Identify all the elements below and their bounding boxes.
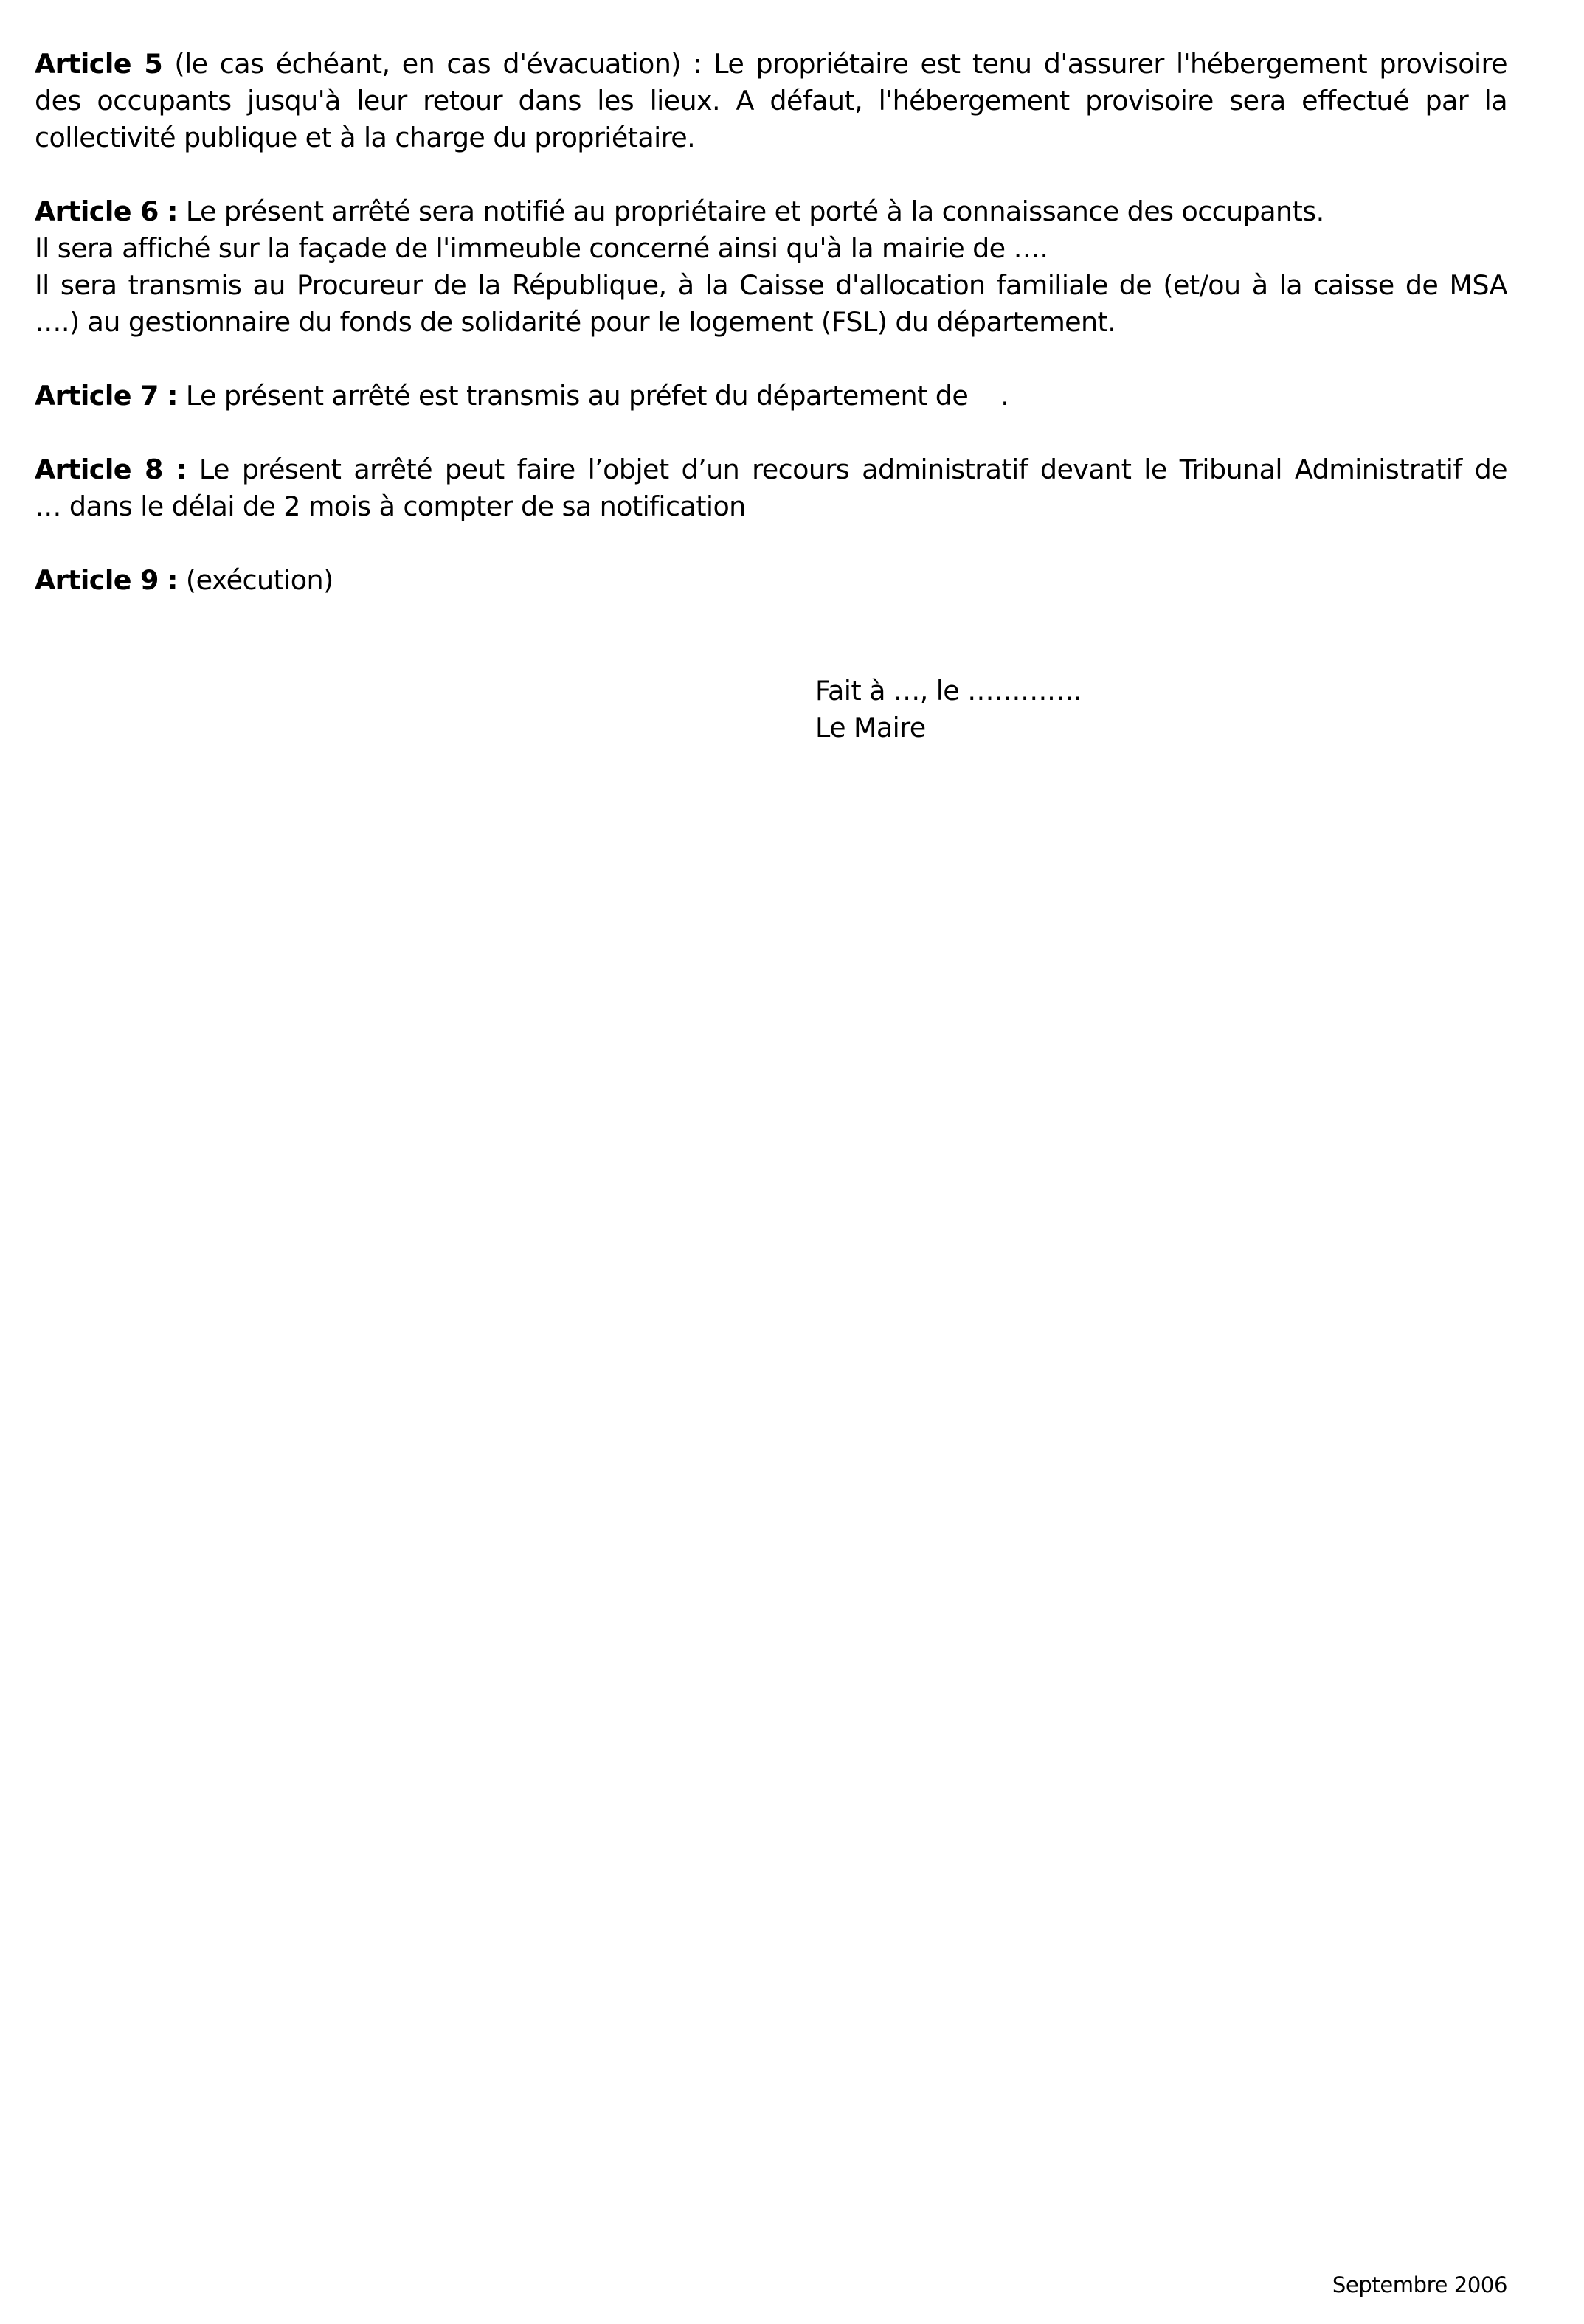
- article-6-line-1: [35, 193, 1507, 230]
- article-9-label: Article 9 :: [35, 564, 178, 596]
- article-8: [35, 451, 1507, 525]
- article-6-label: Article 6 :: [35, 195, 178, 227]
- article-7-line-1: [35, 378, 1507, 414]
- article-5-text-1: (le cas échéant, en cas d'évacuation) : Le propriétaire est tenu d'assurer l'hébergement provisoire: [162, 48, 1507, 80]
- article-9-text: (exécution): [177, 564, 333, 596]
- signature-block: [815, 673, 1082, 746]
- article-8-label: Article 8 :: [35, 454, 187, 485]
- article-6-line-3: Il sera transmis au Procureur de la République, à la Caisse d'allocation familiale de (et/ou à la caisse de MSA: [35, 269, 1507, 301]
- article-9-line-1: [35, 562, 1507, 599]
- article-6-line-2: Il sera affiché sur la façade de l'immeuble concerné ainsi qu'à la mairie de ….: [35, 232, 1048, 264]
- article-6-text-1: Le présent arrêté sera notifié au propriétaire et porté à la connaissance des occupants.: [177, 195, 1324, 227]
- article-6-line-4: ….) au gestionnaire du fonds de solidarité pour le logement (FSL) du département.: [35, 306, 1116, 338]
- article-5: [35, 46, 1507, 156]
- signature-place-date: Fait à …, le ………….: [815, 675, 1082, 707]
- article-5-label: Article 5: [35, 48, 163, 80]
- page-footer-date: Septembre 2006: [1332, 2272, 1507, 2297]
- article-5-line-1: [35, 46, 1507, 83]
- article-9: [35, 562, 1507, 599]
- article-7: [35, 378, 1507, 414]
- article-6: [35, 193, 1507, 341]
- article-7-text: Le présent arrêté est transmis au préfet du département de .: [177, 380, 1009, 412]
- article-8-line-2: … dans le délai de 2 mois à compter de sa notification: [35, 490, 746, 522]
- article-8-line-1: [35, 451, 1507, 488]
- signature-signatory: Le Maire: [815, 712, 926, 743]
- article-7-label: Article 7 :: [35, 380, 178, 412]
- article-5-line-2: des occupants jusqu'à leur retour dans les lieux. A défaut, l'hébergement provisoire sera effectué par la: [35, 85, 1507, 117]
- article-8-text-1: Le présent arrêté peut faire l’objet d’un recours administratif devant le Tribunal Administratif de: [186, 454, 1507, 485]
- article-5-line-3: collectivité publique et à la charge du propriétaire.: [35, 122, 696, 153]
